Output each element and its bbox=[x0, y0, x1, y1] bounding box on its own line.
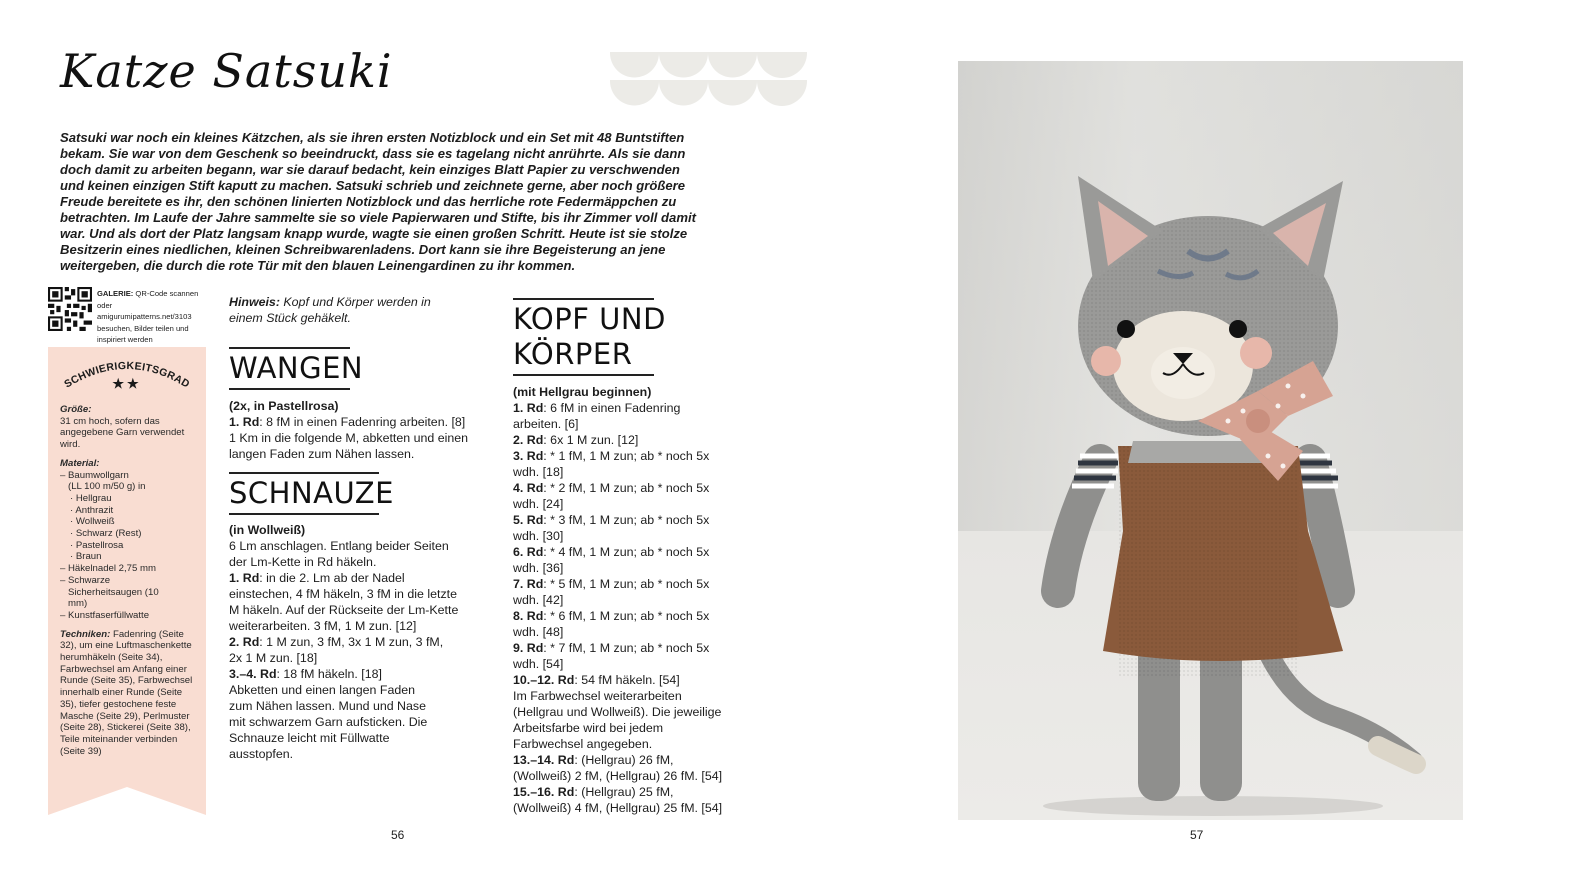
difficulty-label: SCHWIERIGKEITSGRAD bbox=[62, 359, 192, 391]
page-number-right: 57 bbox=[1190, 828, 1204, 842]
hinweis-note bbox=[229, 294, 459, 326]
material-item: · Hellgrau bbox=[70, 492, 112, 504]
row-text: : * 2 fM, 1 M zun; ab * noch 5x wdh. [24] bbox=[513, 481, 710, 511]
gallery-label: GALERIE: bbox=[97, 289, 134, 298]
schnauze-section bbox=[229, 522, 459, 762]
row-label: 15.–16. Rd bbox=[513, 785, 575, 799]
kopf-rule-bottom bbox=[513, 374, 654, 376]
row-label: 3. Rd bbox=[513, 449, 544, 463]
row-text: : * 6 fM, 1 M zun; ab * noch 5x wdh. [48] bbox=[513, 609, 710, 639]
row-text: : in die 2. Lm ab der Nadel einstechen, 4 fM häkeln, 3 fM in die letzte M häkeln. Auf der Rückseite der Lm-Kette weiterarbeiten. 3 fM, 1 M zun. [12] bbox=[229, 571, 459, 633]
wangen-end: 1 Km in die folgende M, abketten und einen langen Faden zum Nähen lassen. bbox=[229, 431, 469, 461]
schnauze-row bbox=[229, 570, 459, 634]
material-block bbox=[60, 458, 200, 622]
techniques-block bbox=[60, 629, 194, 758]
row-label: 1. Rd bbox=[513, 401, 544, 415]
techniques-text: Fadenring (Seite 32), um eine Luftmaschenkette herumhäkeln (Seite 34), Farbwechsel am Anfang einer Runde (Seite 35), Farbwechsel innerhalb einer Runde (Seite 35), tiefer gestochene feste Masche (Seite 29), Perlmuster (Seite 28), Stickerei (Seite 38), Teile miteinander verbinden (Seite 39) bbox=[60, 628, 193, 757]
material-label: Material: bbox=[60, 457, 100, 469]
row-label: 2. Rd bbox=[513, 433, 544, 447]
schnauze-end: Abketten und einen langen Faden zum Nähen lassen. Mund und Nase mit schwarzem Garn aufsticken. Die Schnauze leicht mit Füllwatte ausstopfen. bbox=[229, 683, 428, 761]
kopf-row bbox=[513, 752, 731, 784]
wangen-sub: (2x, in Pastellrosa) bbox=[229, 399, 339, 413]
row-text: : 6x 1 M zun. [12] bbox=[543, 433, 639, 447]
row-label: 4. Rd bbox=[513, 481, 544, 495]
wangen-section bbox=[229, 398, 487, 462]
row-label: 10.–12. Rd bbox=[513, 673, 575, 687]
size-text: 31 cm hoch, sofern das angegebene Garn verwendet wird. bbox=[60, 415, 185, 451]
wangen-rule-bottom bbox=[229, 388, 350, 390]
page-number-left: 56 bbox=[391, 828, 405, 842]
techniques-label: Techniken: bbox=[60, 628, 111, 640]
material-item: · Schwarz (Rest) bbox=[70, 528, 142, 540]
kopf-row bbox=[513, 640, 731, 672]
row-label: 13.–14. Rd bbox=[513, 753, 575, 767]
row-label: 6. Rd bbox=[513, 545, 544, 559]
kopf-row bbox=[513, 672, 731, 688]
kopf-heading-line1: KOPF UND bbox=[513, 302, 666, 336]
row-text: : 1 M zun, 3 fM, 3x 1 M zun, 3 fM, 2x 1 M zun. [18] bbox=[229, 635, 444, 665]
crochet-cat-photo bbox=[958, 61, 1463, 820]
size-block bbox=[60, 404, 200, 451]
row-text: : * 4 fM, 1 M zun; ab * noch 5x wdh. [36] bbox=[513, 545, 710, 575]
kopf-row bbox=[513, 608, 731, 640]
kopf-row bbox=[513, 480, 731, 512]
material-item: · Braun bbox=[70, 551, 102, 563]
row-label: 2. Rd bbox=[229, 635, 260, 649]
kopf-row bbox=[513, 448, 731, 480]
row-label: 7. Rd bbox=[513, 577, 544, 591]
hinweis-text: Kopf und Körper werden in einem Stück gehäkelt. bbox=[229, 295, 431, 325]
page-title: Katze Satsuki bbox=[60, 44, 393, 98]
wangen-row bbox=[229, 414, 487, 430]
row-label: 9. Rd bbox=[513, 641, 544, 655]
row-label: 5. Rd bbox=[513, 513, 544, 527]
kopf-row bbox=[513, 400, 731, 432]
wangen-rule-top bbox=[229, 347, 350, 349]
schnauze-rule-bottom bbox=[229, 513, 379, 515]
schnauze-row bbox=[229, 666, 459, 682]
qr-code-icon[interactable] bbox=[48, 287, 92, 331]
kopf-row bbox=[513, 784, 731, 816]
kopf-row bbox=[513, 544, 731, 576]
row-text: : * 1 fM, 1 M zun; ab * noch 5x wdh. [18] bbox=[513, 449, 710, 479]
row-text: : * 7 fM, 1 M zun; ab * noch 5x wdh. [54] bbox=[513, 641, 710, 671]
row-text: : * 3 fM, 1 M zun; ab * noch 5x wdh. [30] bbox=[513, 513, 710, 543]
intro-paragraph: Satsuki war noch ein kleines Kätzchen, als sie ihren ersten Notizblock und ein Set mit 48 Buntstiften bekam. Sie war von dem Geschenk so beeindruckt, dass sie es tagelang nicht anrührte. Als sie dann doch damit zu arbeiten begann, war sie darauf bedacht, kein einziges Blatt Papier zu verschwenden und keinen einzigen Stift kaputt zu machen. Satsuki schrieb und zeichnete gerne, aber noch größere Freude bereitete es ihr, den schönen linierten Notizblock und das herrliche rote Federmäppchen zu betrachten. Im Laufe der Jahre sammelte sie so viele Papierwaren und Stifte, bis ihr Zimmer voll damit war. Und als dort der Platz langsam knapp wurde, wagte sie einen großen Schritt. Heute ist sie stolze Besitzerin eines niedlichen, kleinen Schreibwarenladens. Dort kann sie ihre Begeisterung an jene weitergeben, die durch die rote Tür mit den blauen Leinengardinen zu ihr kommen. bbox=[60, 130, 696, 273]
kopf-row bbox=[513, 432, 731, 448]
material-item: · Pastellrosa bbox=[70, 539, 124, 551]
material-list bbox=[60, 470, 200, 622]
difficulty-arc-label bbox=[52, 350, 202, 400]
kopf-sub: (mit Hellgrau beginnen) bbox=[513, 385, 652, 399]
kopf-heading-line2: KÖRPER bbox=[513, 337, 633, 371]
row-text: : 6 fM in einen Fadenring arbeiten. [6] bbox=[513, 401, 681, 431]
row-text: : 54 fM häkeln. [54] bbox=[574, 673, 680, 687]
scallop-decoration bbox=[610, 52, 807, 106]
gallery-note bbox=[97, 288, 207, 346]
row-text: : * 5 fM, 1 M zun; ab * noch 5x wdh. [42] bbox=[513, 577, 710, 607]
kopf-section bbox=[513, 384, 731, 816]
material-item: – Baumwollgarn bbox=[60, 469, 129, 481]
gallery-text: QR-Code scannen oder amigurumipatterns.net/3103 besuchen, Bilder teilen und inspiriert werden bbox=[97, 289, 199, 344]
material-item: · Wollweiß bbox=[70, 516, 115, 528]
difficulty-stars: ★★ bbox=[112, 376, 142, 391]
row-text: : (Hellgrau) 25 fM, (Wollweiß) 4 fM, (Hellgrau) 25 fM. [54] bbox=[513, 785, 723, 815]
schnauze-intro: 6 Lm anschlagen. Entlang beider Seiten der Lm-Kette in Rd häkeln. bbox=[229, 539, 449, 569]
row-label: 1. Rd bbox=[229, 571, 260, 585]
hinweis-label: Hinweis: bbox=[229, 295, 280, 309]
material-item: – Schwarze Sicherheitsaugen (10 mm) bbox=[60, 574, 159, 610]
row-label: 8. Rd bbox=[513, 609, 544, 623]
row-label: 3.–4. Rd bbox=[229, 667, 277, 681]
schnauze-rule-top bbox=[229, 472, 379, 474]
ribbon-content bbox=[60, 404, 200, 764]
wangen-heading: WANGEN bbox=[229, 351, 364, 385]
kopf-rule-top bbox=[513, 298, 654, 300]
material-item: (LL 100 m/50 g) in bbox=[68, 481, 146, 493]
size-label: Größe: bbox=[60, 404, 92, 415]
schnauze-row bbox=[229, 634, 459, 666]
material-item: – Häkelnadel 2,75 mm bbox=[60, 563, 156, 575]
kopf-row bbox=[513, 576, 731, 608]
row-text: : (Hellgrau) 26 fM, (Wollweiß) 2 fM, (Hellgrau) 26 fM. [54] bbox=[513, 753, 723, 783]
row-text: : 8 fM in einen Fadenring arbeiten. [8] bbox=[259, 415, 466, 429]
material-item: – Kunstfaserfüllwatte bbox=[60, 609, 150, 621]
schnauze-heading: SCHNAUZE bbox=[229, 476, 394, 510]
row-label: 1. Rd bbox=[229, 415, 260, 429]
material-item: · Anthrazit bbox=[70, 504, 114, 516]
kopf-row bbox=[513, 512, 731, 544]
row-text: : 18 fM häkeln. [18] bbox=[276, 667, 382, 681]
schnauze-sub: (in Wollweiß) bbox=[229, 523, 306, 537]
kopf-farbwechsel: Im Farbwechsel weiterarbeiten (Hellgrau und Wollweiß). Die jeweilige Arbeitsfarbe wird bei jedem Farbwechsel angegeben. bbox=[513, 689, 722, 751]
